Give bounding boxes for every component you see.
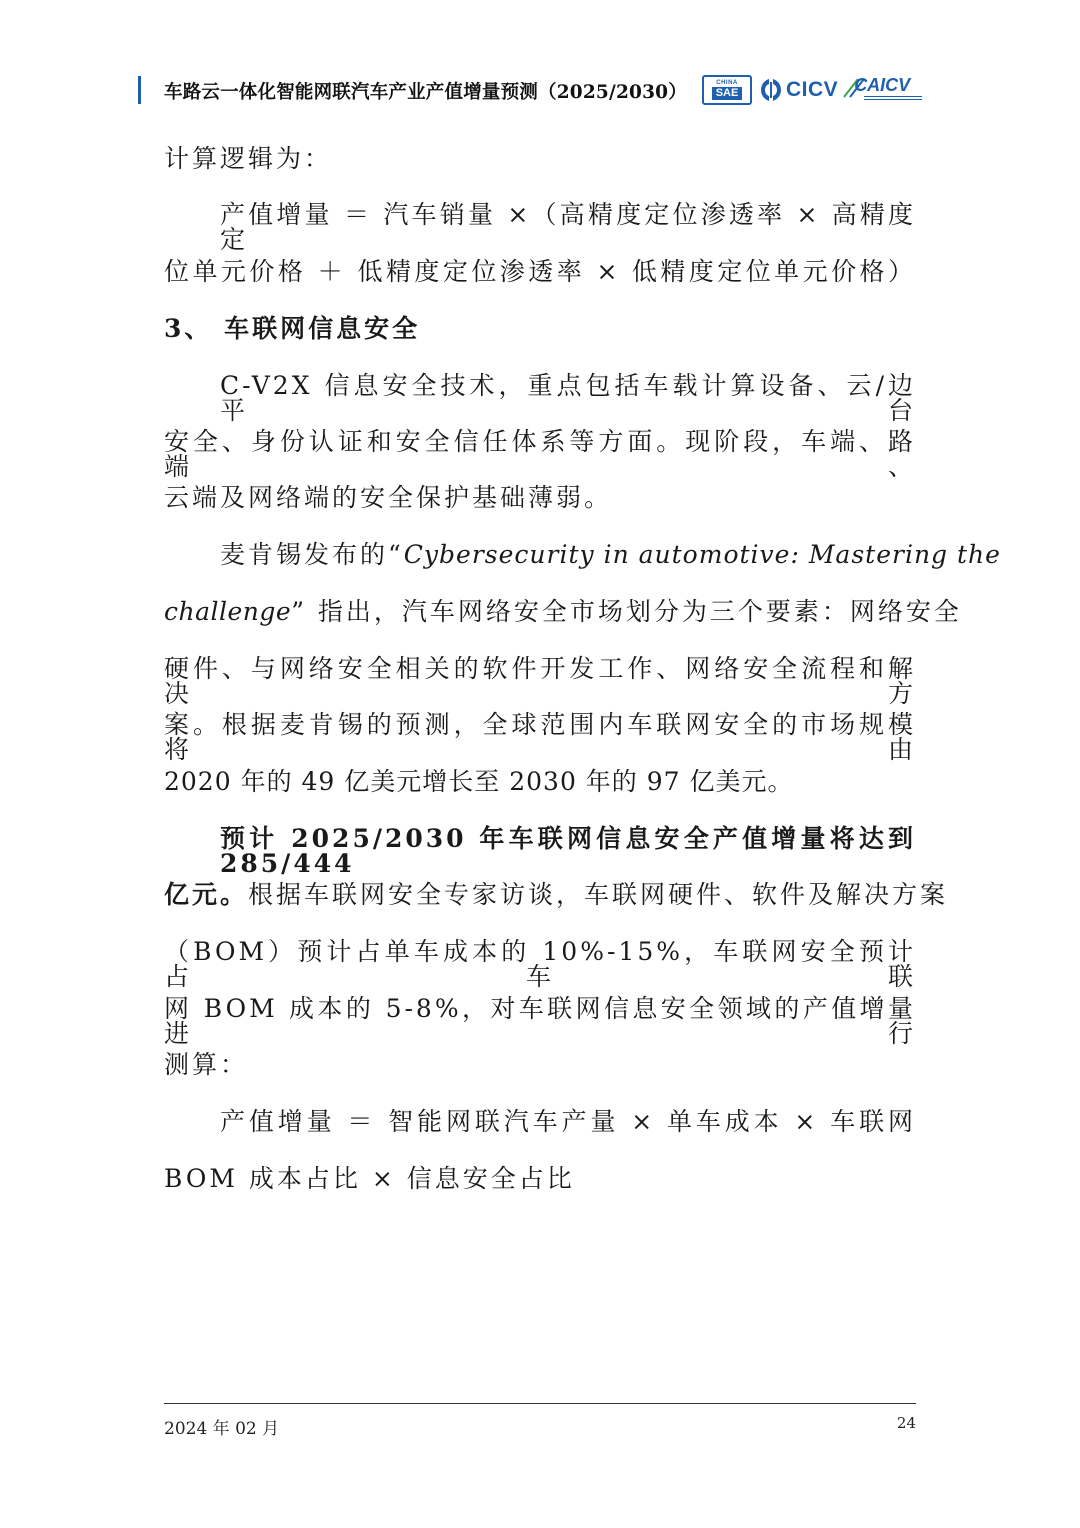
formula-line: 产值增量 ＝ 汽车销量 ×（高精度定位渗透率 × 高精度定 [220, 200, 916, 254]
section-heading: 3、 车联网信息安全 [164, 314, 421, 343]
header-logos [702, 74, 922, 106]
cicv-emblem-icon [760, 77, 782, 103]
paragraph-line: 网 BOM 成本的 5-8%，对车联网信息安全领域的产值增量进行 [164, 994, 916, 1048]
highlight-line: 预计 2025/2030 年车联网信息安全产值增量将达到 285/444 [220, 824, 916, 878]
paragraph-text: 根据车联网安全专家访谈，车联网硬件、软件及解决方案 [248, 880, 949, 909]
formula-line: 位单元价格 ＋ 低精度定位渗透率 × 低精度定位单元价格） [164, 257, 916, 286]
caicv-logo [842, 75, 922, 105]
caicv-logo-text: CAICV [854, 75, 911, 95]
paragraph-line: C-V2X 信息安全技术，重点包括车载计算设备、云/边平台 [220, 371, 916, 425]
cicv-logo [760, 77, 838, 103]
paragraph-line: 计算逻辑为： [164, 144, 333, 173]
page-number: 24 [896, 1414, 916, 1432]
sae-logo-top-text: CHINA [716, 80, 738, 86]
header-title: 车路云一体化智能网联汽车产业产值增量预测（2025/2030） [164, 82, 687, 103]
highlight-text: 亿元。 [164, 880, 249, 909]
paragraph-line [164, 542, 1001, 567]
paragraph-line [164, 599, 962, 624]
china-sae-logo [702, 75, 752, 105]
paragraph-line: 测算： [164, 1050, 249, 1079]
paragraph-line: （BOM）预计占单车成本的 10%-15%，车联网安全预计占车联 [164, 937, 916, 991]
formula-line: 产值增量 ＝ 智能网联汽车产量 × 单车成本 × 车联网 [220, 1107, 916, 1136]
report-title-italic: challenge [164, 597, 292, 626]
page-header [138, 72, 918, 108]
paragraph-line [164, 882, 948, 907]
footer-date: 2024 年 02 月 [164, 1419, 280, 1439]
paragraph-line: 硬件、与网络安全相关的软件开发工作、网络安全流程和解决方 [164, 654, 916, 708]
header-accent-bar [138, 76, 141, 104]
paragraph-line: 2020 年的 49 亿美元增长至 2030 年的 97 亿美元。 [164, 767, 794, 796]
paragraph-line: 安全、身份认证和安全信任体系等方面。现阶段，车端、路端、 [164, 427, 916, 481]
sae-logo-bottom-text: SAE [712, 87, 743, 100]
paragraph-line: 案。根据麦肯锡的预测，全球范围内车联网安全的市场规模将由 [164, 710, 916, 764]
caicv-logo-underline [864, 96, 922, 100]
cicv-logo-text: CICV [786, 78, 839, 101]
report-title-italic: Cybersecurity in automotive: Mastering the [403, 540, 1001, 569]
paragraph-text: ” 指出，汽车网络安全市场划分为三个要素：网络安全 [291, 597, 962, 626]
formula-line: BOM 成本占比 × 信息安全占比 [164, 1164, 575, 1193]
footer-divider [164, 1403, 916, 1404]
paragraph-line: 云端及网络端的安全保护基础薄弱。 [164, 483, 613, 512]
paragraph-text: 麦肯锡发布的“ [220, 540, 404, 569]
